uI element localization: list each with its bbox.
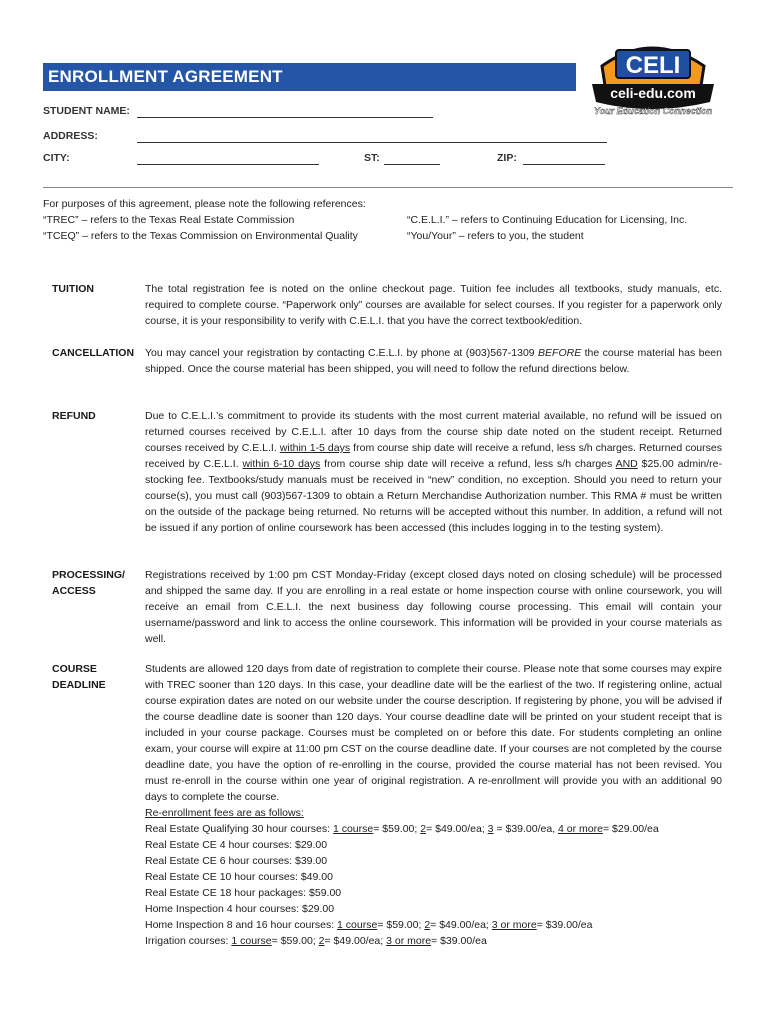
document-title: ENROLLMENT AGREEMENT [43, 63, 576, 91]
list-item: Home Inspection 8 and 16 hour courses: 1 course= $59.00; 2= $49.00/ea; 3 or more= $39.00/ea [145, 919, 593, 931]
emphasis-before: BEFORE [538, 347, 582, 359]
section-heading: COURSE DEADLINE [52, 663, 106, 691]
student-name-label: STUDENT NAME: [43, 105, 130, 117]
address-label: ADDRESS: [43, 130, 98, 142]
reference-trec: “TREC” – refers to the Texas Real Estate Commission [43, 214, 295, 226]
address-field[interactable] [137, 142, 607, 143]
reference-celi: “C.E.L.I.” – refers to Continuing Education for Licensing, Inc. [407, 214, 688, 226]
celi-logo [582, 36, 722, 122]
city-field[interactable] [137, 164, 319, 165]
section-body: Registrations received by 1:00 pm CST Monday-Friday (except closed days noted on closing schedule) will be processed and shipped the same day. If you are enrolling in a real estate or home inspection course with online coursework, you will receive an email from C.E.L.I. the next business day following course processing. This email will contain your username/password and link to access the online coursework. This information will be provided in your course materials as well. [145, 569, 722, 645]
list-item: Home Inspection 4 hour courses: $29.00 [145, 903, 335, 915]
student-name-field[interactable] [137, 117, 433, 118]
svg-text:CELI: CELI [625, 52, 681, 79]
section-body: You may cancel your registration by contacting C.E.L.I. by phone at (903)567-1309 BEFORE the course material has been shipped. Once the course material has been shipped, you will need to follow the refund directions below. [145, 347, 722, 375]
section-heading: PROCESSING/ ACCESS [52, 569, 125, 597]
references-intro: For purposes of this agreement, please note the following references: [43, 198, 366, 210]
section-heading: TUITION [52, 283, 94, 295]
list-item: Real Estate CE 6 hour courses: $39.00 [145, 855, 328, 867]
section-body: The total registration fee is noted on the online checkout page. Tuition fee includes all textbooks, study manuals, etc. required to complete course. “Paperwork only” courses are available for select courses. If you register for a paperwork only course, it is your responsibility to verify with C.E.L.I. that you have the correct textbook/edition. [145, 283, 722, 327]
city-label: CITY: [43, 152, 70, 164]
reference-you: “You/Your” – refers to you, the student [407, 230, 584, 242]
list-item: Real Estate Qualifying 30 hour courses: 1 course= $59.00; 2= $49.00/ea; 3 = $39.00/ea, 4 or more= $29.00/ea [145, 823, 659, 835]
state-label: ST: [364, 152, 380, 164]
list-item: Real Estate CE 18 hour packages: $59.00 [145, 887, 342, 899]
state-field[interactable] [384, 164, 440, 165]
list-item: Real Estate CE 4 hour courses: $29.00 [145, 839, 328, 851]
reference-tceq: “TCEQ” – refers to the Texas Commission on Environmental Quality [43, 230, 358, 242]
fees-heading: Re-enrollment fees are as follows: [145, 807, 304, 819]
list-item: Irrigation courses: 1 course= $59.00; 2= $49.00/ea; 3 or more= $39.00/ea [145, 935, 487, 947]
divider [43, 187, 733, 188]
section-heading: REFUND [52, 410, 96, 422]
svg-text:celi-edu.com: celi-edu.com [610, 85, 696, 101]
zip-field[interactable] [523, 164, 605, 165]
re-enrollment-fee-list [145, 805, 722, 949]
section-body: Due to C.E.L.I.’s commitment to provide its students with the most current material available, no refund will be issued on returned courses received by C.E.L.I. after 10 days from the course ship date noted on the student receipt. Returned courses received by C.E.L.I. within 1-5 days from course ship date will receive a refund, less s/h charges. Returned courses received by C.E.L.I. within 6-10 days from course ship date will receive a refund, less s/h charges AND $25.00 admin/re-stocking fee. Textbooks/study manuals must be received in “new” condition, no exception. Should you need to return your course(s), you must call (903)567-1309 to obtain a Return Merchandise Authorization number. This RMA # must be written on the outside of the package being returned. No returns will be accepted without this number. In addition, a refund will not be issued if any portion of online coursework has been accessed (this includes logging in to the testing system). [145, 410, 723, 534]
deadline-text: Students are allowed 120 days from date of registration to complete their course. Please note that some courses may expire with TREC sooner than 120 days. In this case, your deadline date will be the earliest of the two. If registering online, actual course expiration dates are noted on our website under the course description. If registering by phone, you will be advised if the course deadline date is sooner than 120 days. Your course deadline date will be printed on your student receipt that is included in your course package. Courses must be completed on or before this date. For students completing an online exam, your course will expire at 11:00 pm CST on the course deadline date. If your courses are not completed by the course deadline date, you have the option of re-enrolling in the course, provided the course material has not been revised. You must re-enroll in the course within one year of original registration. A re-enrollment will provide you with an additional 90 days to complete the course. [145, 663, 722, 803]
svg-text:Your Education Connection: Your Education Connection [593, 106, 713, 116]
section-heading: CANCELLATION [52, 347, 135, 359]
section-body [145, 661, 722, 949]
list-item: Real Estate CE 10 hour courses: $49.00 [145, 871, 333, 883]
references-block [43, 196, 733, 244]
zip-label: ZIP: [497, 152, 517, 164]
